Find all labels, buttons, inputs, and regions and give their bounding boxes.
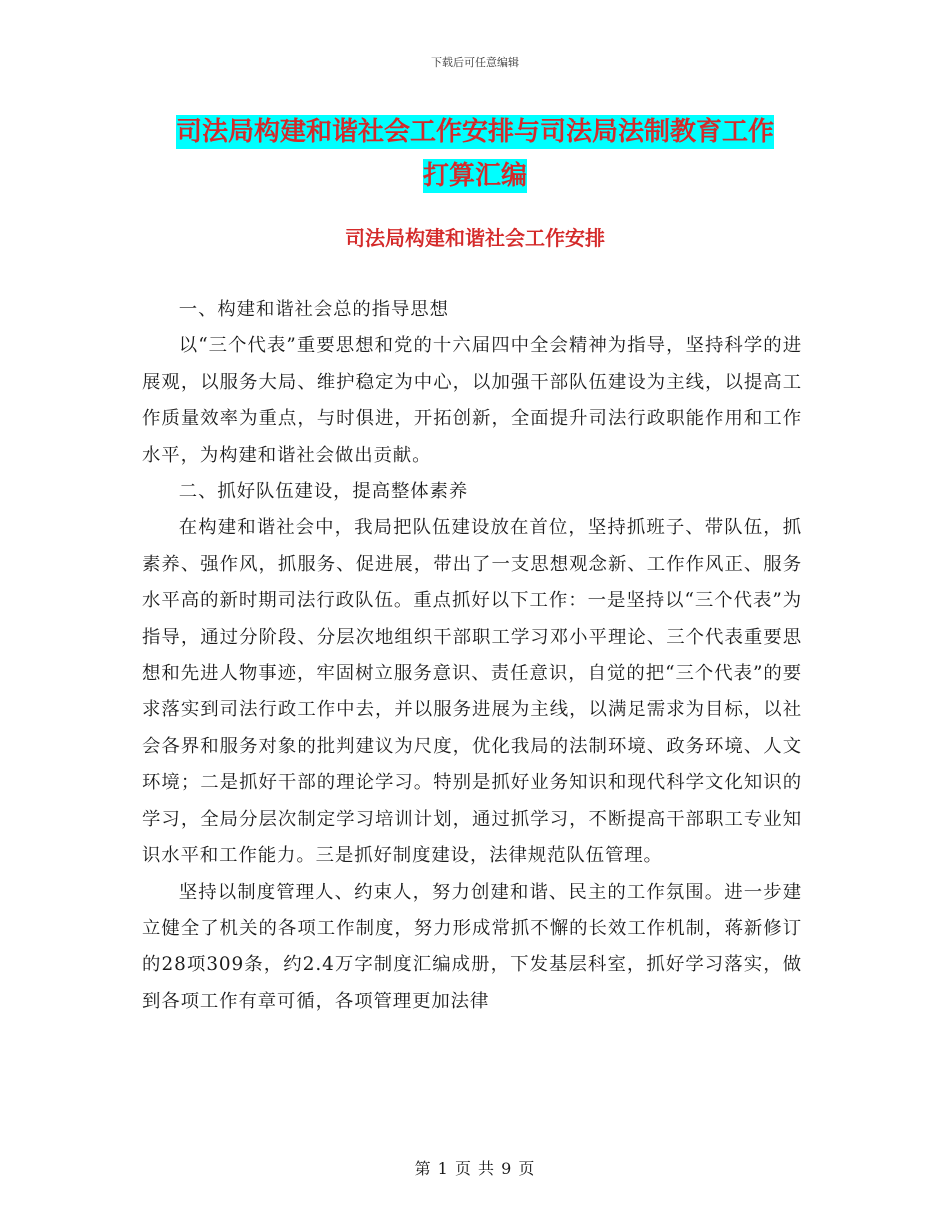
section-title: 司法局构建和谐社会工作安排 [345, 226, 605, 250]
title-line-2: 打算汇编 [422, 161, 527, 191]
document-title [140, 110, 810, 198]
title-line-1: 司法局构建和谐社会工作安排与司法局法制教育工作 [175, 117, 774, 147]
paragraph-guiding-ideology: 以“三个代表”重要思想和党的十六届四中全会精神为指导，坚持科学的进展观，以服务大局、维护稳定为中心，以加强干部队伍建设为主线，以提高工作质量效率为重点，与时俱进，开拓创新，全面提升司法行政职能作用和工作水平，为构建和谐社会做出贡献。 [142, 335, 802, 466]
document-body [142, 292, 802, 1020]
paragraph-system-management: 坚持以制度管理人、约束人，努力创建和谐、民主的工作氛围。进一步建立健全了机关的各项工作制度，努力形成常抓不懈的长效工作机制，蒋新修订的28项309条，约2.4万字制度汇编成册，下发基层科室，抓好学习落实，做到各项工作有章可循，各项管理更加法律 [142, 881, 802, 1012]
heading-team-building: 二、抓好队伍建设，提高整体素养 [178, 481, 469, 503]
header-note: 下载后可任意编辑 [431, 56, 519, 69]
paragraph-team-building: 在构建和谐社会中，我局把队伍建设放在首位，坚持抓班子、带队伍，抓素养、强作风，抓服务、促进展，带出了一支思想观念新、工作作风正、服务水平高的新时期司法行政队伍。重点抓好以下工作：一是坚持以“三个代表”为指导，通过分阶段、分层次地组织干部职工学习邓小平理论、三个代表重要思想和先进人物事迹，牢固树立服务意识、责任意识，自觉的把“三个代表”的要求落实到司法行政工作中去，并以服务进展为主线，以满足需求为目标，以社会各界和服务对象的批判建议为尺度，优化我局的法制环境、政务环境、人文环境；二是抓好干部的理论学习。特别是抓好业务知识和现代科学文化知识的学习，全局分层次制定学习培训计划，通过抓学习，不断提高干部职工专业知识水平和工作能力。三是抓好制度建设，法律规范队伍管理。 [142, 517, 802, 867]
heading-guiding-ideology: 一、构建和谐社会总的指导思想 [178, 299, 449, 320]
page-indicator: 第 1 页 共 9 页 [414, 1159, 536, 1178]
